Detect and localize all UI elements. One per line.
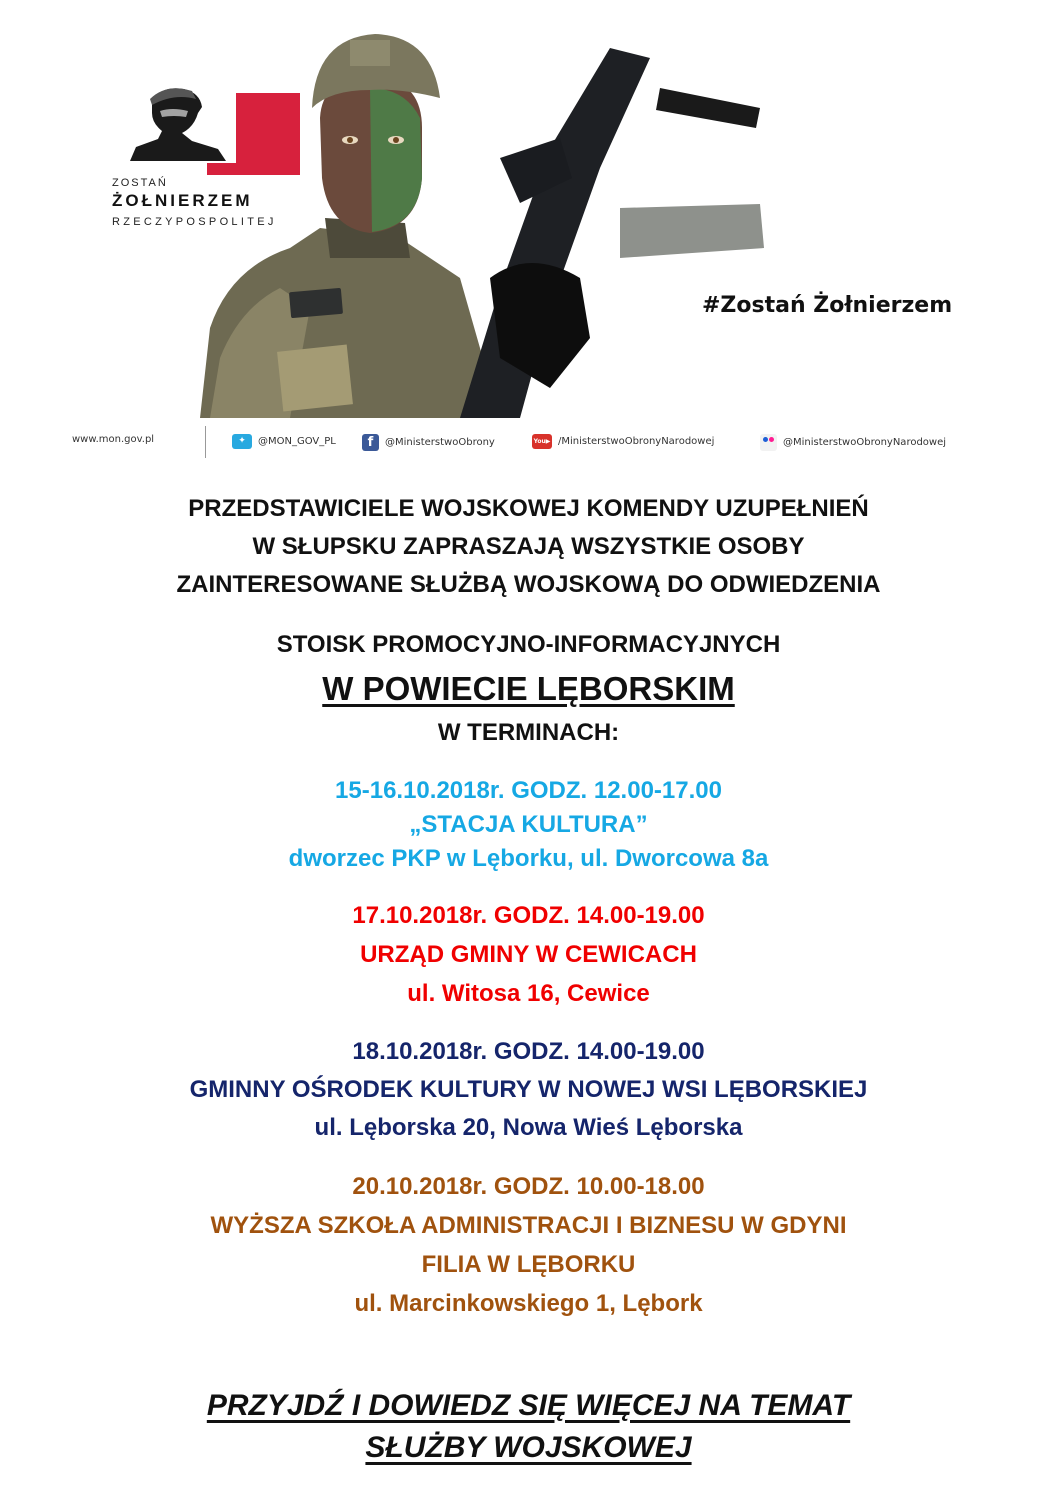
youtube-icon: You▶ xyxy=(532,434,552,449)
event-venue: URZĄD GMINY W CEWICACH xyxy=(360,941,697,968)
youtube-link[interactable] xyxy=(532,434,714,449)
facebook-link[interactable] xyxy=(362,434,495,451)
event-date: 17.10.2018r. GODZ. 14.00-19.00 xyxy=(352,902,705,929)
logo-line-2: ŻOŁNIERZEM xyxy=(112,191,253,210)
flickr-icon xyxy=(760,434,777,451)
intro-line: PRZEDSTAWICIELE WOJSKOWEJ KOMENDY UZUPEŁNIEŃ xyxy=(188,495,869,522)
event-date: 20.10.2018r. GODZ. 10.00-18.00 xyxy=(352,1173,705,1200)
twitter-link[interactable] xyxy=(232,434,336,449)
social-divider xyxy=(205,426,206,458)
event-date: 18.10.2018r. GODZ. 14.00-19.00 xyxy=(352,1038,705,1065)
terminy-heading: W TERMINACH: xyxy=(437,719,620,746)
event-address: ul. Lęborska 20, Nowa Wieś Lęborska xyxy=(314,1114,743,1141)
twitter-icon: ✦ xyxy=(232,434,252,449)
closing-line: PRZYJDŹ I DOWIEDZ SIĘ WIĘCEJ NA TEMAT xyxy=(206,1389,851,1422)
event-address: ul. Witosa 16, Cewice xyxy=(407,980,650,1007)
event-venue-branch: FILIA W LĘBORKU xyxy=(421,1251,636,1278)
event-stacja-kultura xyxy=(0,774,1057,876)
stoisk-heading: STOISK PROMOCYJNO-INFORMACYJNYCH xyxy=(276,631,781,658)
soldier-photo xyxy=(200,28,820,418)
event-address: ul. Marcinkowskiego 1, Lębork xyxy=(354,1290,703,1317)
youtube-handle: /MinisterstwoObronyNarodowej xyxy=(558,436,715,447)
website-text: www.mon.gov.pl xyxy=(72,434,155,445)
intro-line: ZAINTERESOWANE SŁUŻBĄ WOJSKOWĄ DO ODWIEDZENIA xyxy=(176,571,881,598)
event-venue: WYŻSZA SZKOŁA ADMINISTRACJI I BIZNESU W GDYNI xyxy=(210,1212,847,1239)
event-date: 15-16.10.2018r. GODZ. 12.00-17.00 xyxy=(335,777,722,804)
event-urzad-gminy-cewice xyxy=(0,896,1057,1013)
twitter-handle: @MON_GOV_PL xyxy=(258,436,336,447)
hashtag-text: #Zostań Żołnierzem xyxy=(702,293,953,318)
recruitment-banner xyxy=(40,28,1010,468)
event-gok-nowa-wies xyxy=(0,1033,1057,1147)
facebook-icon: f xyxy=(362,434,379,451)
social-media-bar xyxy=(40,426,1010,456)
event-address: dworzec PKP w Lęborku, ul. Dworcowa 8a xyxy=(288,845,769,872)
event-venue: „STACJA KULTURA” xyxy=(409,811,648,838)
flickr-link[interactable] xyxy=(760,434,946,451)
logo-line-3: RZECZYPOSPOLITEJ xyxy=(112,216,277,228)
closing-line: SŁUŻBY WOJSKOWEJ xyxy=(365,1431,692,1464)
flickr-handle: @MinisterstwoObronyNarodowej xyxy=(783,437,947,448)
logo-line-1: ZOSTAŃ xyxy=(112,177,168,189)
intro-paragraph xyxy=(0,490,1057,604)
event-venue: GMINNY OŚRODEK KULTURY W NOWEJ WSI LĘBORSKIEJ xyxy=(189,1076,868,1103)
intro-line: W SŁUPSKU ZAPRASZAJĄ WSZYSTKIE OSOBY xyxy=(252,533,805,560)
event-wsaib-lebork xyxy=(0,1167,1057,1323)
powiat-heading: W POWIECIE LĘBORSKIM xyxy=(322,670,735,707)
facebook-handle: @MinisterstwoObrony xyxy=(385,437,495,448)
website-link[interactable] xyxy=(72,434,154,445)
closing-callout xyxy=(0,1385,1057,1469)
